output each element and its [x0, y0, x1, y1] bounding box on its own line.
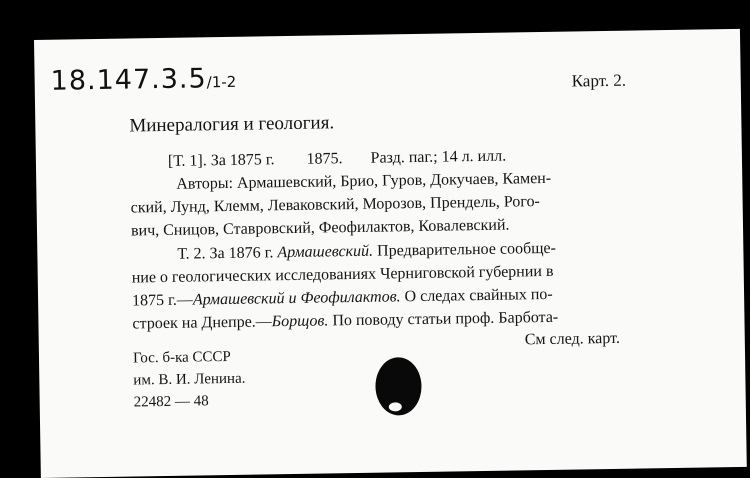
author-borshchov: Борщов. [271, 312, 329, 331]
call-number-main: 18.147.3.5 [50, 63, 207, 97]
dnieper-title-end: строек на Днепре.— [132, 313, 272, 333]
volume-2-label: Т. 2. За 1876 г. [177, 244, 274, 263]
library-stamp-line-1: Гос. б-ка СССР [132, 348, 231, 367]
year-1875-text: 1875 г.— [131, 291, 194, 310]
article-line-4 [132, 310, 558, 333]
library-stamp-line-2: им. В. И. Ленина. [133, 370, 246, 389]
author-armashevsky: Армашевский. [277, 242, 374, 262]
article-title-start: Предварительное сообще- [376, 239, 557, 260]
authors-armashevsky-feofilaktov: Армашевский и Феофилактов. [192, 288, 401, 309]
article-line-3 [132, 287, 553, 310]
volume-1-line: [Т. 1]. За 1875 г. 1875. Разд. паг.; 14 л. илл. [167, 147, 507, 170]
authors-line-3: вич, Сницов, Ставровский, Феофилактов, Ковалевский. [130, 216, 510, 240]
volume-2-line [177, 241, 556, 263]
authors-line-2: ский, Лунд, Клемм, Леваковский, Морозов, Прендель, Рого- [130, 193, 540, 217]
punch-hole-notch [389, 402, 402, 411]
authors-line-1: Авторы: Армашевский, Брио, Гуров, Докучаев, Камен- [176, 169, 552, 193]
article-line-2: ние о геологических исследованиях Черниговской губернии в [131, 262, 554, 287]
barbot-article-text: По поводу статьи проф. Барбота- [332, 308, 559, 330]
card-punch-hole [375, 357, 422, 416]
call-number-sub: /1-2 [206, 72, 237, 92]
card-number: Карт. 2. [571, 70, 627, 91]
catalog-card [34, 29, 747, 478]
call-number [50, 65, 236, 95]
library-stamp-line-3: 22482 — 48 [133, 393, 209, 411]
see-next-card-note: См след. карт. [524, 329, 621, 349]
subject-heading: Минералогия и геология. [129, 112, 335, 137]
pile-traces-title: О следах свайных по- [404, 285, 553, 306]
